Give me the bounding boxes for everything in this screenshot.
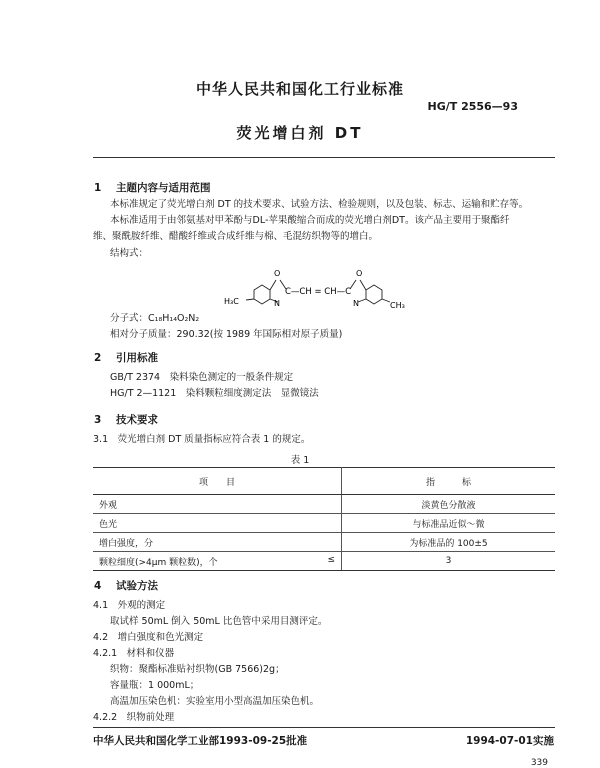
table-cell-item: 外观 [93,495,342,514]
less-equal-symbol: ≤ [327,554,335,565]
table-caption: 表 1 [290,455,310,466]
material-item-3: 高温加压染色机：实验室用小型高温加压染色机。 [110,696,320,707]
clause-4-2-2: 4.2.2 织物前处理 [93,712,175,723]
table-cell-value: 3 [342,552,556,571]
table-row [93,495,555,514]
standard-code: HG/T 2556—93 [427,100,518,113]
molecular-mass: 相对分子质量：290.32(按 1989 年国际相对原子质量) [110,329,343,340]
material-item-2: 容量瓶：1 000mL； [110,680,200,691]
clause-4-1: 4.1 外观的测定 [93,600,166,611]
section-3-heading: 3 技术要求 [94,414,158,426]
table-row [93,552,555,571]
table-row [93,514,555,533]
struct-n-left: N [274,299,280,308]
clause-4-2: 4.2 增白强度和色光测定 [93,632,204,643]
org-title: 中华人民共和国化工行业标准 [195,80,404,98]
struct-left-methyl: H₃C [224,297,239,306]
table-cell-value: 淡黄色分散液 [342,495,556,514]
struct-bridge: C—CH = CH—C [285,287,352,297]
section-1-para-1: 本标准规定了荧光增白剂 DT 的技术要求、试验方法、检验规则，以及包装、标志、运输和贮存等。 [110,199,529,210]
table-cell-item [93,552,342,571]
table-header-row [93,468,555,495]
implementation-date: 1994-07-01实施 [465,735,554,747]
table-row [93,533,555,552]
struct-o-left: O [274,269,281,278]
struct-n-right: N [353,299,359,308]
material-item-1: 织物：聚酯标准贴衬织物(GB 7566)2g； [110,664,285,675]
section-1-heading: 1 主题内容与适用范围 [94,182,211,194]
footer-rule [93,727,555,728]
structural-formula [218,258,418,310]
section-2-heading: 2 引用标准 [94,352,158,364]
approval-line: 中华人民共和国化学工业部1993-09-25批准 [93,735,308,747]
reference-1: GB/T 2374 染料染色测定的一般条件规定 [110,372,294,383]
table-cell-item: 增白强度，分 [93,533,342,552]
section-1-para-2b: 维、聚酰胺纤维、醋酸纤维或合成纤维与棉、毛混纺织物等的增白。 [93,231,379,242]
table-cell-value: 与标准品近似～微 [342,514,556,533]
structure-label: 结构式： [110,248,149,259]
reference-2: HG/T 2—1121 染料颗粒细度测定法 显微镜法 [110,388,319,399]
clause-3-1: 3.1 荧光增白剂 DT 质量指标应符合表 1 的规定。 [93,434,311,445]
molecular-formula: 分子式：C₁₈H₁₄O₂N₂ [110,313,200,324]
page-number: 339 [530,758,548,768]
table-1 [93,467,555,571]
struct-o-right: O [356,269,363,278]
table-cell-item-text: 颗粒细度(>4μm 颗粒数)，个 [99,557,218,568]
table-cell-value: 为标准品的 100±5 [342,533,556,552]
header-rule [93,157,555,158]
clause-4-1-text: 取试样 50mL 倒入 50mL 比色管中采用目测评定。 [110,616,328,627]
table-header-index: 指 标 [342,468,556,495]
table-cell-item: 色光 [93,514,342,533]
table-header-item: 项 目 [93,468,342,495]
struct-right-methyl: CH₃ [390,301,405,310]
clause-4-2-1: 4.2.1 材料和仪器 [93,648,175,659]
document-title: 荧光增白剂 DT [236,124,364,142]
section-1-para-2a: 本标准适用于由邻氨基对甲苯酚与DL-苹果酸缩合而成的荧光增白剂DT。该产品主要用于聚酯纤 [110,215,510,226]
section-4-heading: 4 试验方法 [94,580,158,592]
